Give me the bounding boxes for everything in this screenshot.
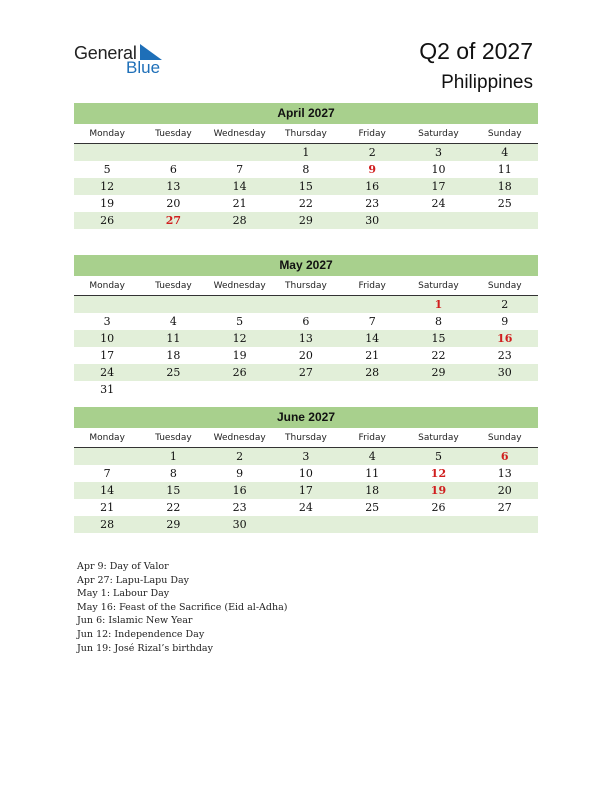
day-cell: 21 (365, 349, 380, 362)
day-cell: 23 (497, 349, 512, 362)
holiday-entry: Apr 27: Lapu-Lapu Day (77, 574, 190, 586)
day-cell: 12 (232, 332, 247, 345)
day-cell: 9 (236, 467, 244, 480)
day-cell: 4 (368, 450, 376, 463)
day-cell: 13 (497, 467, 512, 480)
weekday-label: Friday (358, 433, 386, 443)
holiday-list (77, 560, 287, 655)
holiday-day-cell: 12 (430, 467, 447, 480)
weekday-label: Tuesday (155, 129, 192, 139)
day-cell: 13 (166, 180, 181, 193)
weekday-label: Wednesday (213, 433, 266, 443)
day-cell (472, 212, 538, 229)
weekday-header-row (74, 126, 538, 144)
day-cell (472, 381, 538, 398)
week-row (74, 482, 538, 499)
weekday-label: Monday (89, 281, 125, 291)
day-cell: 14 (232, 180, 247, 193)
day-cell: 22 (431, 349, 446, 362)
month-calendar-april (74, 103, 538, 229)
weekday-label: Thursday (285, 281, 327, 291)
day-cell: 8 (302, 163, 310, 176)
generalblue-logo (74, 43, 184, 79)
day-cell: 20 (497, 484, 512, 497)
day-cell: 18 (497, 180, 512, 193)
logo-text-general: General (74, 43, 137, 63)
week-row (74, 448, 538, 465)
day-cell: 19 (100, 197, 115, 210)
day-cell: 10 (298, 467, 313, 480)
country-name: Philippines (441, 72, 533, 93)
day-cell (140, 144, 206, 161)
day-cell: 30 (365, 214, 380, 227)
weekday-label: Tuesday (155, 281, 192, 291)
day-cell: 13 (298, 332, 313, 345)
day-cell: 22 (166, 501, 181, 514)
holiday-entry: Jun 12: Independence Day (77, 628, 205, 640)
day-cell: 8 (434, 315, 442, 328)
month-calendar-may (74, 255, 538, 398)
logo-text-blue: Blue (126, 58, 161, 77)
week-row (74, 161, 538, 178)
holiday-day-cell: 19 (430, 484, 447, 497)
holiday-day-cell: 6 (500, 450, 509, 463)
weekday-label: Friday (358, 129, 386, 139)
day-cell: 25 (166, 366, 181, 379)
day-cell: 19 (232, 349, 247, 362)
day-cell: 29 (431, 366, 446, 379)
day-cell (140, 296, 206, 313)
day-cell (74, 296, 140, 313)
week-row (74, 296, 538, 313)
day-cell (207, 144, 273, 161)
holiday-entry: Jun 19: José Rizal’s birthday (77, 642, 213, 654)
weekday-label: Sunday (487, 281, 522, 291)
day-cell: 25 (365, 501, 380, 514)
day-cell: 2 (501, 298, 509, 311)
holiday-entry: Jun 6: Islamic New Year (77, 615, 193, 627)
weekday-label: Friday (358, 281, 386, 291)
month-calendar-june (74, 407, 538, 533)
weekday-label: Tuesday (155, 433, 192, 443)
holiday-entry: Apr 9: Day of Valor (77, 561, 169, 572)
weekday-label: Saturday (418, 281, 459, 291)
day-cell (339, 381, 405, 398)
day-cell: 14 (365, 332, 380, 345)
day-cell: 29 (166, 518, 181, 531)
day-cell: 23 (232, 501, 247, 514)
day-cell: 27 (497, 501, 512, 514)
day-cell: 18 (166, 349, 181, 362)
weekday-label: Thursday (285, 129, 327, 139)
day-cell: 24 (431, 197, 446, 210)
week-row (74, 178, 538, 195)
holiday-day-cell: 1 (434, 298, 443, 311)
day-cell: 15 (298, 180, 313, 193)
day-cell: 30 (497, 366, 512, 379)
day-cell: 20 (166, 197, 181, 210)
day-cell: 11 (497, 163, 512, 176)
day-cell: 15 (166, 484, 181, 497)
day-cell: 4 (169, 315, 177, 328)
weekday-label: Wednesday (213, 281, 266, 291)
day-cell (339, 296, 405, 313)
day-cell: 28 (100, 518, 115, 531)
day-cell: 7 (368, 315, 376, 328)
day-cell: 6 (169, 163, 177, 176)
day-cell (207, 381, 273, 398)
day-cell: 26 (431, 501, 446, 514)
holiday-day-cell: 27 (165, 214, 182, 227)
day-cell: 5 (236, 315, 244, 328)
day-cell (405, 516, 471, 533)
day-cell: 17 (431, 180, 446, 193)
month-title: April 2027 (74, 103, 538, 124)
day-cell: 26 (232, 366, 247, 379)
day-cell (405, 381, 471, 398)
day-cell: 15 (431, 332, 446, 345)
day-cell: 5 (434, 450, 442, 463)
day-cell: 3 (302, 450, 310, 463)
weekday-label: Sunday (487, 433, 522, 443)
day-cell: 10 (100, 332, 115, 345)
month-title: May 2027 (74, 255, 538, 276)
day-cell: 23 (365, 197, 380, 210)
day-cell: 16 (365, 180, 380, 193)
day-cell: 21 (100, 501, 115, 514)
weekday-label: Saturday (418, 129, 459, 139)
day-cell: 4 (501, 146, 509, 159)
day-cell (273, 296, 339, 313)
day-cell: 2 (236, 450, 244, 463)
day-cell: 30 (232, 518, 247, 531)
day-cell: 5 (103, 163, 111, 176)
weekday-label: Wednesday (213, 129, 266, 139)
week-row (74, 212, 538, 229)
day-cell: 17 (298, 484, 313, 497)
day-cell: 9 (501, 315, 509, 328)
day-cell (273, 381, 339, 398)
week-row (74, 499, 538, 516)
week-row (74, 347, 538, 364)
holiday-entry: May 1: Labour Day (77, 588, 170, 600)
week-row (74, 313, 538, 330)
day-cell: 29 (298, 214, 313, 227)
day-cell (74, 144, 140, 161)
weekday-header-row (74, 278, 538, 296)
day-cell (140, 381, 206, 398)
month-title: June 2027 (74, 407, 538, 428)
weekday-label: Monday (89, 129, 125, 139)
day-cell: 24 (100, 366, 115, 379)
day-cell: 14 (100, 484, 115, 497)
day-cell: 8 (169, 467, 177, 480)
day-cell (339, 516, 405, 533)
day-cell (207, 296, 273, 313)
day-cell: 27 (298, 366, 313, 379)
day-cell: 26 (100, 214, 115, 227)
holiday-entry: May 16: Feast of the Sacrifice (Eid al-Adha) (77, 601, 288, 613)
day-cell: 11 (365, 467, 380, 480)
day-cell: 1 (302, 146, 310, 159)
day-cell: 3 (434, 146, 442, 159)
day-cell: 22 (298, 197, 313, 210)
day-cell: 28 (365, 366, 380, 379)
day-cell: 16 (232, 484, 247, 497)
week-row (74, 144, 538, 161)
day-cell: 3 (103, 315, 111, 328)
day-cell: 1 (169, 450, 177, 463)
day-cell (405, 212, 471, 229)
week-row (74, 516, 538, 533)
day-cell (273, 516, 339, 533)
day-cell: 11 (166, 332, 181, 345)
weekday-label: Thursday (285, 433, 327, 443)
day-cell: 12 (100, 180, 115, 193)
week-row (74, 195, 538, 212)
day-cell: 10 (431, 163, 446, 176)
day-cell: 7 (103, 467, 111, 480)
holiday-day-cell: 9 (368, 163, 377, 176)
holiday-day-cell: 16 (497, 332, 513, 345)
weekday-label: Monday (89, 433, 125, 443)
day-cell: 20 (298, 349, 313, 362)
week-row (74, 465, 538, 482)
weekday-label: Sunday (487, 129, 522, 139)
day-cell: 6 (302, 315, 310, 328)
week-row (74, 364, 538, 381)
day-cell: 18 (365, 484, 380, 497)
page-title: Q2 of 2027 (419, 38, 533, 64)
day-cell: 31 (100, 383, 115, 396)
weekday-label: Saturday (418, 433, 459, 443)
day-cell: 2 (368, 146, 376, 159)
week-row (74, 330, 538, 347)
day-cell: 25 (497, 197, 512, 210)
day-cell (472, 516, 538, 533)
day-cell: 28 (232, 214, 247, 227)
weekday-header-row (74, 430, 538, 448)
day-cell: 17 (100, 349, 115, 362)
day-cell: 24 (298, 501, 313, 514)
week-row (74, 381, 538, 398)
day-cell (74, 448, 140, 465)
day-cell: 21 (232, 197, 247, 210)
day-cell: 7 (236, 163, 244, 176)
